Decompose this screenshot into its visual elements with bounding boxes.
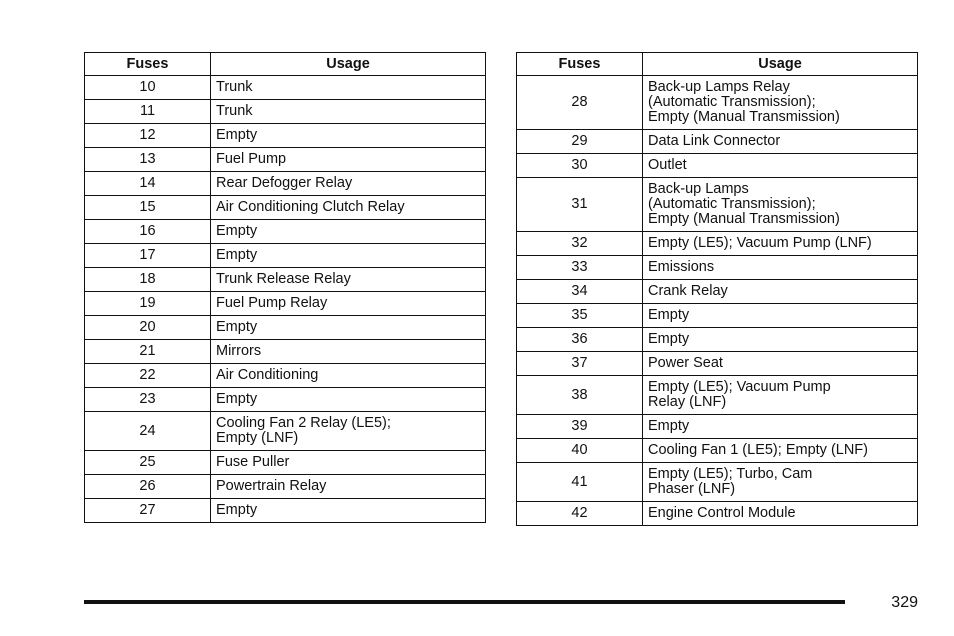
fuse-usage: Empty	[643, 304, 918, 328]
fuse-usage: Empty	[643, 415, 918, 439]
fuse-number: 29	[517, 130, 643, 154]
table-row	[85, 364, 486, 388]
fuse-number: 22	[85, 364, 211, 388]
fuse-number: 19	[85, 292, 211, 316]
column-header-fuses: Fuses	[517, 53, 643, 76]
fuse-usage: Fuse Puller	[211, 451, 486, 475]
fuse-number: 23	[85, 388, 211, 412]
table-row	[85, 76, 486, 100]
column-header-usage: Usage	[211, 53, 486, 76]
fuse-number: 40	[517, 439, 643, 463]
table-row	[517, 304, 918, 328]
fuse-number: 41	[517, 463, 643, 502]
fuse-usage: Empty	[643, 328, 918, 352]
column-header-fuses: Fuses	[85, 53, 211, 76]
table-row	[85, 220, 486, 244]
table-header-row	[85, 53, 486, 76]
fuse-number: 30	[517, 154, 643, 178]
footer-rule	[84, 600, 845, 604]
table-row	[85, 412, 486, 451]
fuse-number: 11	[85, 100, 211, 124]
fuse-usage: Rear Defogger Relay	[211, 172, 486, 196]
fuse-usage: Trunk	[211, 76, 486, 100]
fuse-usage: Trunk Release Relay	[211, 268, 486, 292]
fuse-usage: Empty	[211, 388, 486, 412]
fuse-usage: Outlet	[643, 154, 918, 178]
fuse-usage: Fuel Pump	[211, 148, 486, 172]
fuse-number: 37	[517, 352, 643, 376]
table-row	[517, 76, 918, 130]
fuse-number: 25	[85, 451, 211, 475]
fuse-usage: Back-up Lamps Relay (Automatic Transmission); Empty (Manual Transmission)	[643, 76, 918, 130]
fuse-number: 10	[85, 76, 211, 100]
table-row	[85, 268, 486, 292]
fuse-number: 15	[85, 196, 211, 220]
table-row	[517, 328, 918, 352]
table-row	[517, 502, 918, 526]
table-row	[85, 340, 486, 364]
fuse-number: 35	[517, 304, 643, 328]
table-row	[517, 439, 918, 463]
table-row	[85, 292, 486, 316]
fuse-number: 12	[85, 124, 211, 148]
fuse-number: 13	[85, 148, 211, 172]
fuse-number: 17	[85, 244, 211, 268]
table-row	[85, 316, 486, 340]
table-row	[85, 499, 486, 523]
table-row	[517, 463, 918, 502]
table-row	[517, 154, 918, 178]
fuse-usage: Empty	[211, 499, 486, 523]
fuse-usage: Cooling Fan 1 (LE5); Empty (LNF)	[643, 439, 918, 463]
fuse-usage: Empty (LE5); Vacuum Pump (LNF)	[643, 232, 918, 256]
fuse-usage: Back-up Lamps (Automatic Transmission); Empty (Manual Transmission)	[643, 178, 918, 232]
fuse-number: 16	[85, 220, 211, 244]
fuse-usage: Empty (LE5); Vacuum Pump Relay (LNF)	[643, 376, 918, 415]
table-row	[85, 475, 486, 499]
fuse-number: 28	[517, 76, 643, 130]
fuse-number: 24	[85, 412, 211, 451]
fuse-number: 31	[517, 178, 643, 232]
table-row	[517, 256, 918, 280]
fuse-usage: Air Conditioning Clutch Relay	[211, 196, 486, 220]
fuse-usage: Powertrain Relay	[211, 475, 486, 499]
table-row	[517, 280, 918, 304]
fuse-number: 42	[517, 502, 643, 526]
fuse-number: 39	[517, 415, 643, 439]
fuse-usage: Empty (LE5); Turbo, Cam Phaser (LNF)	[643, 463, 918, 502]
table-row	[85, 196, 486, 220]
fuse-table-left	[84, 52, 486, 523]
fuse-number: 26	[85, 475, 211, 499]
fuse-number: 27	[85, 499, 211, 523]
fuse-number: 21	[85, 340, 211, 364]
fuse-usage: Engine Control Module	[643, 502, 918, 526]
fuse-usage: Air Conditioning	[211, 364, 486, 388]
fuse-usage: Empty	[211, 220, 486, 244]
fuse-usage: Trunk	[211, 100, 486, 124]
column-header-usage: Usage	[643, 53, 918, 76]
fuse-table-right	[516, 52, 918, 526]
fuse-number: 38	[517, 376, 643, 415]
fuse-number: 18	[85, 268, 211, 292]
table-row	[85, 100, 486, 124]
fuse-number: 34	[517, 280, 643, 304]
fuse-usage: Cooling Fan 2 Relay (LE5); Empty (LNF)	[211, 412, 486, 451]
table-row	[85, 244, 486, 268]
table-header-row	[517, 53, 918, 76]
fuse-number: 14	[85, 172, 211, 196]
table-row	[85, 148, 486, 172]
fuse-usage: Empty	[211, 244, 486, 268]
fuse-number: 36	[517, 328, 643, 352]
fuse-usage: Emissions	[643, 256, 918, 280]
fuse-usage: Power Seat	[643, 352, 918, 376]
table-row	[517, 415, 918, 439]
table-row	[517, 178, 918, 232]
fuse-usage: Crank Relay	[643, 280, 918, 304]
table-row	[85, 172, 486, 196]
table-row	[85, 451, 486, 475]
fuse-number: 20	[85, 316, 211, 340]
fuse-usage: Empty	[211, 316, 486, 340]
fuse-number: 33	[517, 256, 643, 280]
table-row	[517, 130, 918, 154]
table-row	[517, 352, 918, 376]
fuse-usage: Mirrors	[211, 340, 486, 364]
fuse-usage: Data Link Connector	[643, 130, 918, 154]
fuse-usage: Fuel Pump Relay	[211, 292, 486, 316]
page-number: 329	[891, 594, 918, 611]
table-row	[85, 124, 486, 148]
fuse-usage: Empty	[211, 124, 486, 148]
fuse-number: 32	[517, 232, 643, 256]
table-row	[517, 376, 918, 415]
table-row	[85, 388, 486, 412]
table-row	[517, 232, 918, 256]
